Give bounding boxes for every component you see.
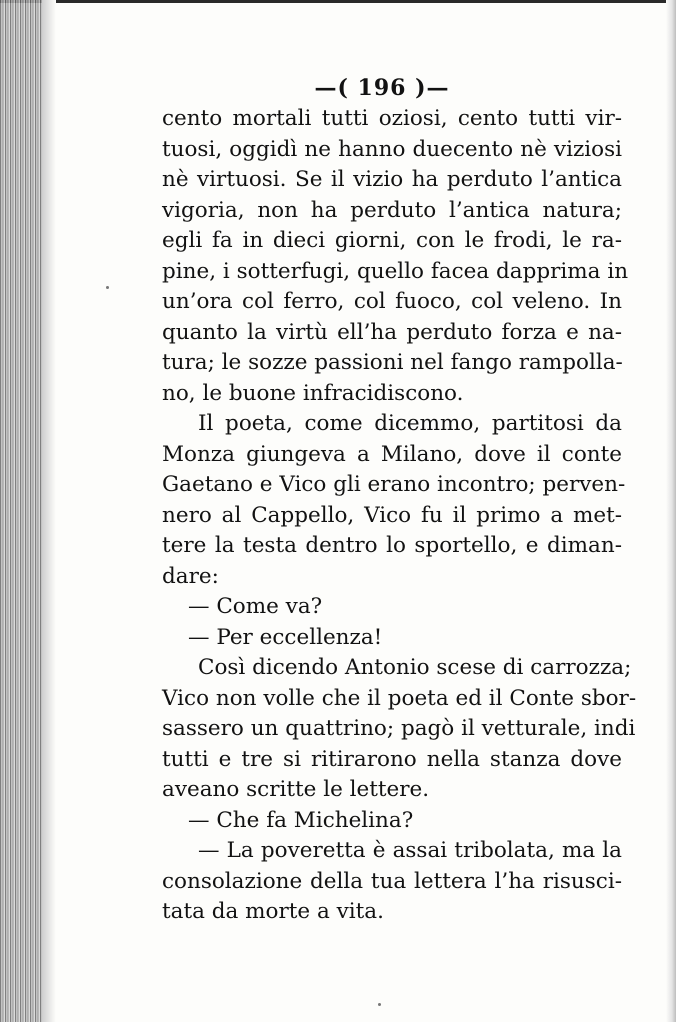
- text-line: dare:: [162, 563, 219, 589]
- text-line: pine, i sotterfugi, quello facea dapprima in: [162, 258, 629, 284]
- text-line: aveano scritte le lettere.: [162, 777, 430, 802]
- text-line: — Per eccellenza!: [188, 624, 383, 650]
- text-line: consolazione della tua lettera l’ha risusci-: [162, 868, 622, 894]
- text-line: egli fa in dieci giorni, con le frodi, le ra-: [162, 228, 622, 253]
- page-top-edge: [0, 0, 676, 3]
- paper-speck: [106, 286, 109, 289]
- text-line: — La poveretta è assai tribolata, ma la: [198, 838, 622, 863]
- text-line: cento mortali tutti oziosi, cento tutti vir-: [162, 106, 622, 131]
- text-line: tata da morte a vita.: [162, 899, 384, 924]
- paper-speck: [378, 1003, 381, 1006]
- text-line: Gaetano e Vico gli erano incontro; perven-: [162, 472, 626, 497]
- text-line: tura; le sozze passioni nel fango rampolla-: [162, 350, 623, 375]
- text-line: tuosi, oggidì ne hanno duecento nè viziosi: [162, 136, 622, 162]
- text-line: sassero un quattrino; pagò il vetturale, indi: [162, 716, 636, 741]
- page-text: [162, 72, 637, 928]
- text-line: Vico non volle che il poeta ed il Conte sbor-: [162, 685, 637, 711]
- text-line: nè virtuosi. Se il vizio ha perduto l’antica: [162, 167, 622, 192]
- binding-shadow: [42, 0, 56, 1022]
- text-line: — Che fa Michelina?: [188, 807, 414, 833]
- text-line: vigoria, non ha perduto l’antica natura;: [162, 197, 622, 223]
- text-line: tere la testa dentro lo sportello, e diman-: [162, 533, 622, 558]
- text-line: quanto la virtù ell’ha perduto forza e na-: [162, 319, 622, 345]
- book-binding-edge: [0, 0, 42, 1022]
- text-line: nero al Cappello, Vico fu il primo a met-: [162, 502, 622, 528]
- page-number-header: —( 196 )—: [314, 75, 450, 101]
- text-line: Monza giungeva a Milano, dove il conte: [162, 441, 622, 467]
- text-line: tutti e tre si ritirarono nella stanza dove: [162, 746, 622, 772]
- page-right-edge: [666, 0, 676, 1022]
- text-lines: [162, 104, 637, 928]
- text-line: — Come va?: [188, 594, 323, 619]
- text-line: no, le buone infracidiscono.: [162, 380, 464, 406]
- text-line: Il poeta, come dicemmo, partitosi da: [198, 411, 622, 436]
- text-line: un’ora col ferro, col fuoco, col veleno. In: [162, 289, 622, 314]
- text-line: Così dicendo Antonio scese di carrozza;: [198, 655, 632, 680]
